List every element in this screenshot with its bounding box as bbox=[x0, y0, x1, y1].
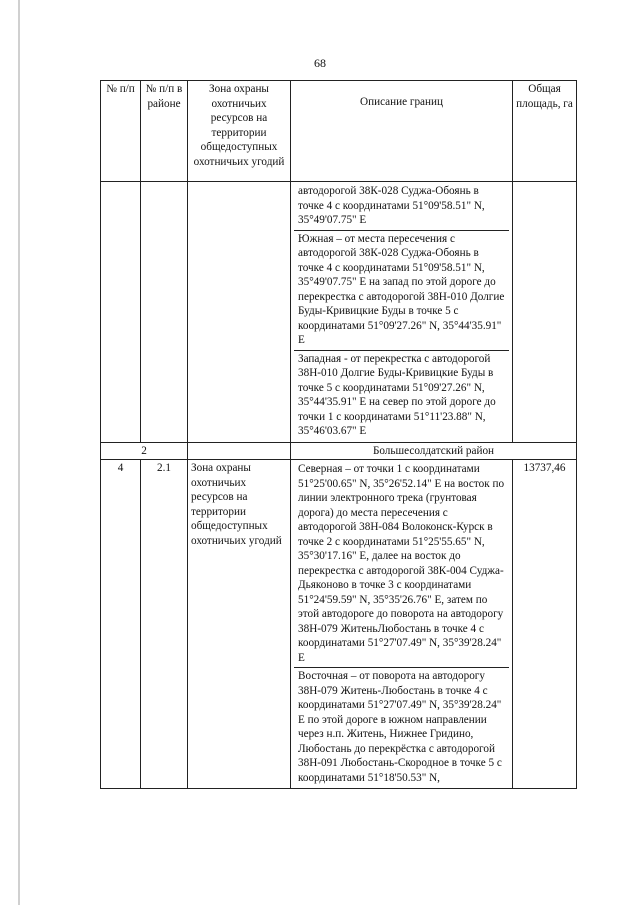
cell-empty bbox=[513, 182, 577, 443]
header-num: № п/п bbox=[101, 81, 141, 182]
table-header-row bbox=[101, 81, 577, 182]
page-number: 68 bbox=[314, 56, 326, 70]
header-area: Общая площадь, га bbox=[513, 81, 577, 182]
district-row bbox=[101, 442, 577, 460]
header-num-in-district: № п/п в районе bbox=[141, 81, 188, 182]
cell-empty bbox=[188, 442, 291, 460]
boundary-south: Южная – от места пересечения с автодорогой 38К-028 Суджа-Обоянь в точке 4 с координатами 51°09'58.51" N, 35°49'07.75" E на запад по этой дороге до перекрестка с автодорогой 38Н-010 Долгие Буды-Кривицкие Буды в точке 5 с координатами 51°09'27.26" N, 35°44'35.91" E bbox=[294, 231, 509, 351]
district-name: Большесолдатский район bbox=[291, 442, 577, 460]
header-zone: Зона охраны охотничьих ресурсов на территории общедоступных охотничьих угодий bbox=[188, 81, 291, 182]
cell-description bbox=[291, 182, 513, 443]
cell-description bbox=[291, 460, 513, 789]
scan-edge-shadow bbox=[18, 0, 20, 905]
boundary-north-tail: автодорогой 38К-028 Суджа-Обоянь в точке 4 с координатами 51°09'58.51" N, 35°49'07.75" E bbox=[294, 183, 509, 231]
row-zone: Зона охраны охотничьих ресурсов на территории общедоступных охотничьих угодий bbox=[188, 460, 291, 789]
table-row-continued bbox=[101, 182, 577, 443]
table-row bbox=[101, 460, 577, 789]
cell-empty bbox=[188, 182, 291, 443]
cell-empty bbox=[141, 182, 188, 443]
cell-empty bbox=[101, 182, 141, 443]
district-number: 2 bbox=[101, 442, 188, 460]
row-area: 13737,46 bbox=[513, 460, 577, 789]
boundary-west: Западная - от перекрестка с автодорогой 38Н-010 Долгие Буды-Кривицкие Буды в точке 5 с координатами 51°09'27.26" N, 35°44'35.91" E на север по этой дороге до точки 1 с координатами 51°11'23.88" N, 35°46'03.67" E bbox=[298, 352, 496, 437]
boundary-north: Северная – от точки 1 с координатами 51°25'00.65" N, 35°26'52.14" E на восток по линии электронного трека (грунтовая дорога) до места пересечения с автодорогой 38Н-084 Волоконск-Курск в точке 2 с координатами 51°25'55.65" N, 35°30'17.16" E, далее на восток до перекрестка с автодорогой 38К-004 Суджа-Дьяконово в точке 3 с координатами 51°24'59.59" N, 35°35'26.76" E, затем по этой автодороге до поворота на автодорогу 38Н-079 ЖитеньЛюбостань в точке 4 с координатами 51°27'07.49" N, 35°39'28.24" E bbox=[294, 461, 509, 668]
row-number-in-district: 2.1 bbox=[141, 460, 188, 789]
boundaries-table bbox=[100, 80, 577, 789]
boundary-east: Восточная – от поворота на автодорогу 38Н-079 Житень-Любостань в точке 4 с координатами 51°27'07.49" N, 35°39'28.24" E по этой дороге в южном направлении через н.п. Житень, Нижнее Гридино, Любостань до перекрёстка с автодорогой 38Н-091 Любостань-Скородное в точке 5 с координатами 51°18'50.53" N, bbox=[298, 670, 502, 784]
header-description: Описание границ bbox=[291, 81, 513, 182]
row-number: 4 bbox=[101, 460, 141, 789]
